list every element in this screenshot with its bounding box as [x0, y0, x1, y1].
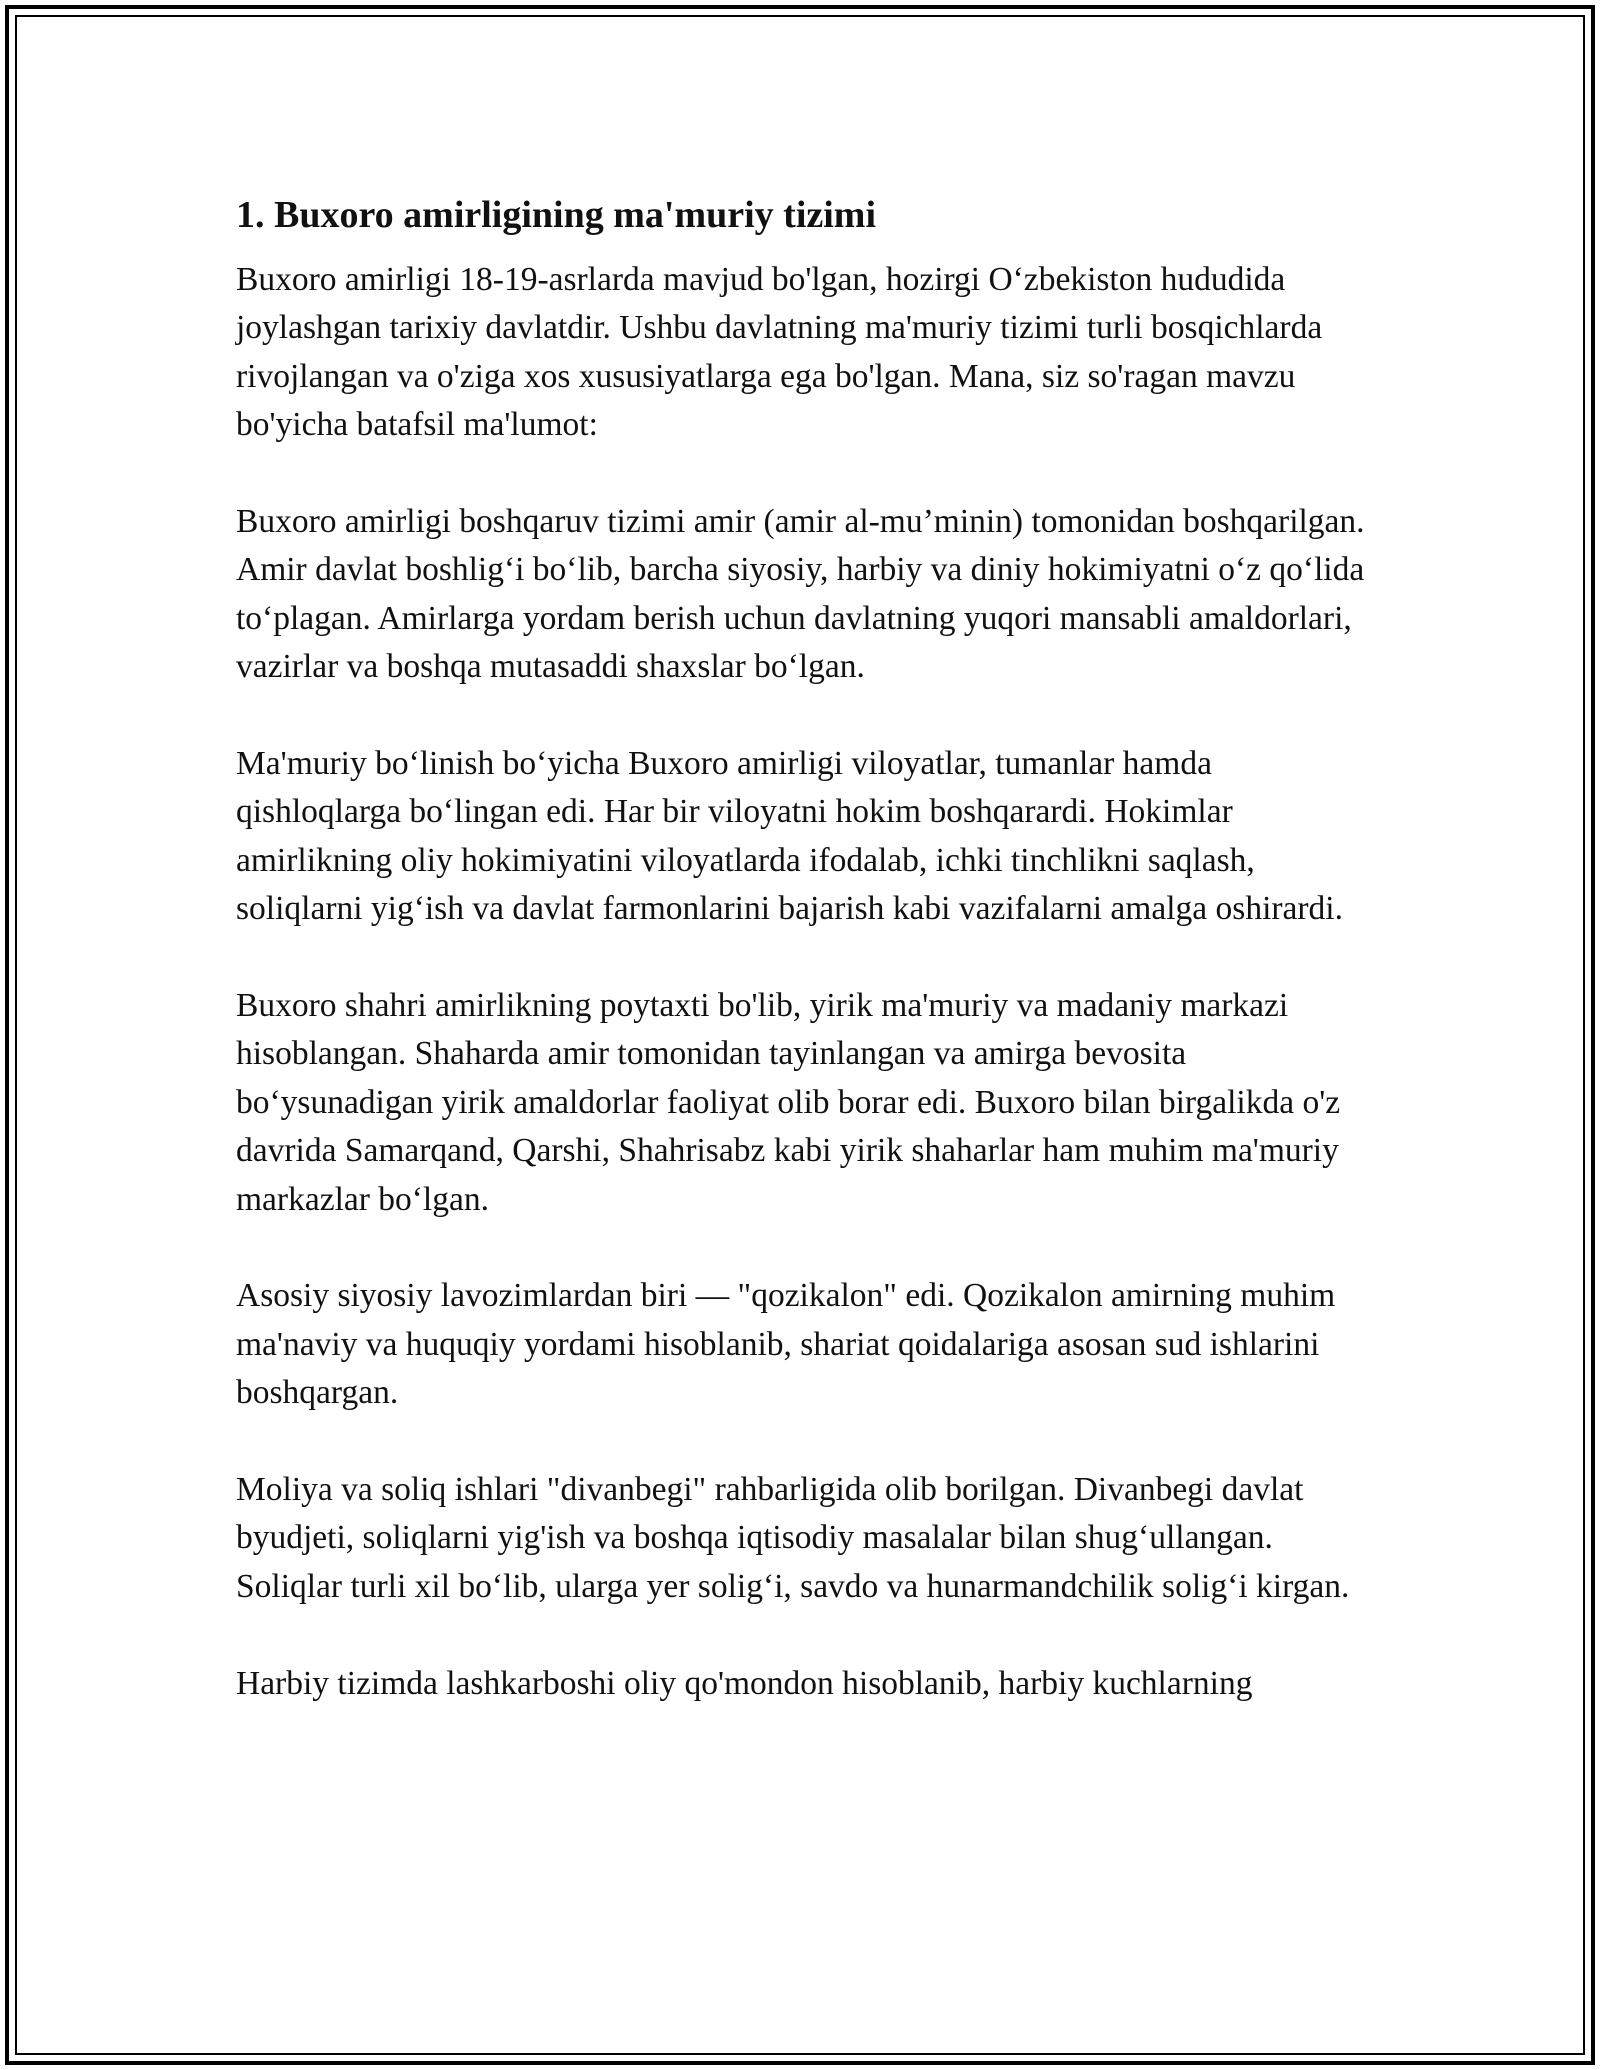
- document-body: [236, 182, 1376, 1756]
- paragraph-intro: Buxoro amirligi 18-19-asrlarda mavjud bo'lgan, hozirgi O‘zbekiston hududida joylashgan tarixiy davlatdir. Ushbu davlatning ma'muriy tizimi turli bosqichlarda rivojlangan va o'ziga xos xususiyatlarga ega bo'lgan. Mana, siz so'ragan mavzu bo'yicha batafsil ma'lumot:: [236, 261, 1323, 444]
- document-title: 1. Buxoro amirligining ma'muriy tizimi: [236, 194, 877, 236]
- paragraph-administrative-division: Ma'muriy bo‘linish bo‘yicha Buxoro amirligi viloyatlar, tumanlar hamda qishloqlarga bo‘lingan edi. Har bir viloyatni hokim boshqarardi. Hokimlar amirlikning oliy hokimiyatini viloyatlarda ifodalab, ichki tinchlikni saqlash, soliqlarni yig‘ish va davlat farmonlarini bajarish kabi vazifalarni amalga oshirardi.: [236, 745, 1343, 928]
- paragraph-qozikalon: Asosiy siyosiy lavozimlardan biri — "qozikalon" edi. Qozikalon amirning muhim ma'naviy va huquqiy yordami hisoblanib, shariat qoidalariga asosan sud ishlarini boshqargan.: [236, 1277, 1336, 1412]
- paragraph-divanbegi: Moliya va soliq ishlari "divanbegi" rahbarligida olib borilgan. Divanbegi davlat byudjeti, soliqlarni yig'ish va boshqa iqtisodiy masalalar bilan shug‘ullangan. Soliqlar turli xil bo‘lib, ularga yer solig‘i, savdo va hunarmandchilik solig‘i kirgan.: [236, 1471, 1350, 1605]
- paragraph-governance: Buxoro amirligi boshqaruv tizimi amir (amir al-mu’minin) tomonidan boshqarilgan. Amir davlat boshlig‘i bo‘lib, barcha siyosiy, harbiy va diniy hokimiyatni o‘z qo‘lida to‘plagan. Amirlarga yordam berish uchun davlatning yuqori mansabli amaldorlari, vazirlar va boshqa mutasaddi shaxslar bo‘lgan.: [236, 503, 1365, 686]
- paragraph-capital-city: Buxoro shahri amirlikning poytaxti bo'lib, yirik ma'muriy va madaniy markazi hisoblangan. Shaharda amir tomonidan tayinlangan va amirga bevosita bo‘ysunadigan yirik amaldorlar faoliyat olib borar edi. Buxoro bilan birgalikda o'z davrida Samarqand, Qarshi, Shahrisabz kabi yirik shaharlar ham muhim ma'muriy markazlar bo‘lgan.: [236, 987, 1341, 1218]
- paragraph-military: Harbiy tizimda lashkarboshi oliy qo'mondon hisoblanib, harbiy kuchlarning: [236, 1664, 1253, 1702]
